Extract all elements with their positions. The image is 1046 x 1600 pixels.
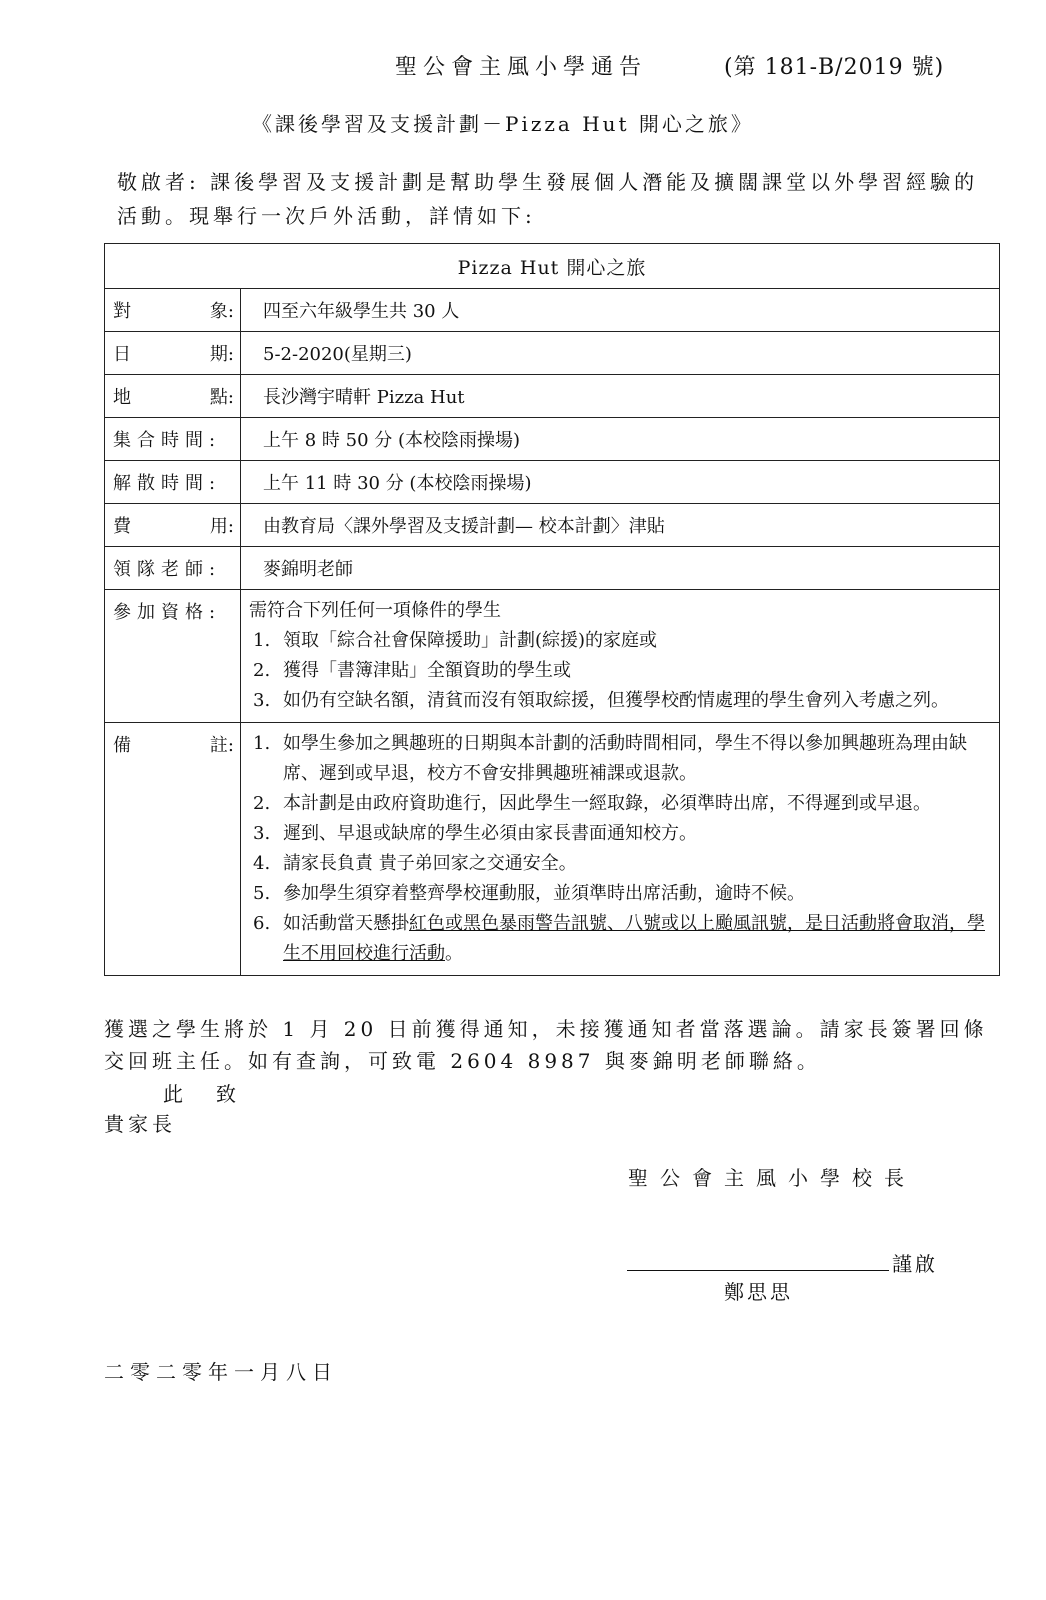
list-item: 2. 獲得「書簿津貼」全額資助的學生或: [253, 660, 571, 681]
row-label: 集合時間:: [113, 430, 222, 451]
row-label-part: 日: [113, 344, 131, 365]
signatory-name: 鄭思思: [724, 1280, 793, 1304]
row-value-teacher: 麥錦明老師: [241, 547, 1000, 590]
table-row: [105, 418, 1000, 461]
row-label-part: 註:: [209, 735, 234, 756]
row-value-date: 5-2-2020(星期三): [241, 332, 1000, 375]
row-label-part: 地: [113, 387, 131, 408]
list-item: 4. 請家長負責 貴子弟回家之交通安全。: [253, 853, 577, 874]
row-label-part: 期:: [209, 344, 234, 365]
intro-paragraph: 敬啟者: 課後學習及支援計劃是幫助學生發展個人潛能及擴闊課堂以外學習經驗的活動。現舉行一次戶外活動，詳情如下:: [117, 170, 979, 228]
list-item: 5. 參加學生須穿着整齊學校運動服，並須準時出席活動，逾時不候。: [253, 883, 805, 904]
row-label-part: 點:: [209, 387, 234, 408]
row-label-part: 對: [113, 301, 131, 322]
list-item: 6. 如活動當天懸掛紅色或黑色暴雨警告訊號、八號或以上颱風訊號，是日活動將會取消，學生不用回校進行活動。: [253, 913, 985, 964]
addressee: 貴家長: [104, 1112, 176, 1136]
row-value-participants: 四至六年級學生共 30 人: [241, 289, 1000, 332]
row-label: 領隊老師:: [113, 559, 222, 580]
table-title: Pizza Hut 開心之旅: [105, 244, 1000, 289]
table-row: [105, 375, 1000, 418]
table-row: [105, 723, 1000, 976]
notice-title: 聖公會主風小學通告: [395, 55, 648, 80]
respectfully-yours: 謹啟: [892, 1252, 938, 1276]
list-item: 1. 領取「綜合社會保障援助」計劃(綜援)的家庭或: [253, 630, 658, 651]
notice-header: [395, 50, 944, 81]
row-value-location: 長沙灣宇晴軒 Pizza Hut: [241, 375, 1000, 418]
list-item: 3. 如仍有空缺名額，清貧而沒有領取綜援，但獲學校酌情處理的學生會列入考慮之列。: [253, 690, 949, 711]
table-row: [105, 461, 1000, 504]
table-row: [105, 547, 1000, 590]
row-label-part: 備: [113, 735, 131, 756]
row-label-part: 象:: [209, 301, 234, 322]
notice-reference: (第 181-B/2019 號): [724, 55, 945, 80]
list-item: 2. 本計劃是由政府資助進行，因此學生一經取錄，必須準時出席，不得遲到或早退。: [253, 793, 931, 814]
row-label-part: 用:: [209, 516, 234, 537]
row-label: 參加資格:: [113, 602, 222, 623]
principal-title: 聖公會主風小學校長: [628, 1166, 916, 1190]
salutation-ci: 此: [163, 1082, 187, 1106]
list-item: 3. 遲到、早退或缺席的學生必須由家長書面通知校方。: [253, 823, 697, 844]
table-row: [105, 289, 1000, 332]
salutation-zhi: 致: [216, 1082, 236, 1106]
row-value-assembly-time: 上午 8 時 50 分 (本校陰雨操場): [241, 418, 1000, 461]
table-row: [105, 590, 1000, 723]
activity-details-table: [104, 243, 1000, 976]
eligibility-intro: 需符合下列任何一項條件的學生: [249, 600, 501, 621]
row-value-fee: 由教育局〈課外學習及支援計劃— 校本計劃〉津貼: [241, 504, 1000, 547]
notice-date: 二零二零年一月八日: [104, 1360, 338, 1384]
row-label-part: 費: [113, 516, 131, 537]
closing-paragraph: 獲選之學生將於 1 月 20 日前獲得通知，未接獲通知者當落選論。請家長簽署回條交回班主任。如有查詢，可致電 2604 8987 與麥錦明老師聯絡。: [104, 1017, 988, 1073]
row-label: 解散時間:: [113, 473, 222, 494]
row-value-dismissal-time: 上午 11 時 30 分 (本校陰雨操場): [241, 461, 1000, 504]
table-row: [105, 332, 1000, 375]
table-row: [105, 504, 1000, 547]
activity-subtitle: 《課後學習及支援計劃－Pizza Hut 開心之旅》: [252, 112, 754, 136]
eligibility-list: [241, 590, 1000, 723]
remarks-list: [241, 723, 1000, 976]
signature-line: [627, 1270, 889, 1271]
list-item: 1. 如學生參加之興趣班的日期與本計劃的活動時間相同，學生不得以參加興趣班為理由缺席、遲到或早退，校方不會安排興趣班補課或退款。: [253, 733, 967, 784]
